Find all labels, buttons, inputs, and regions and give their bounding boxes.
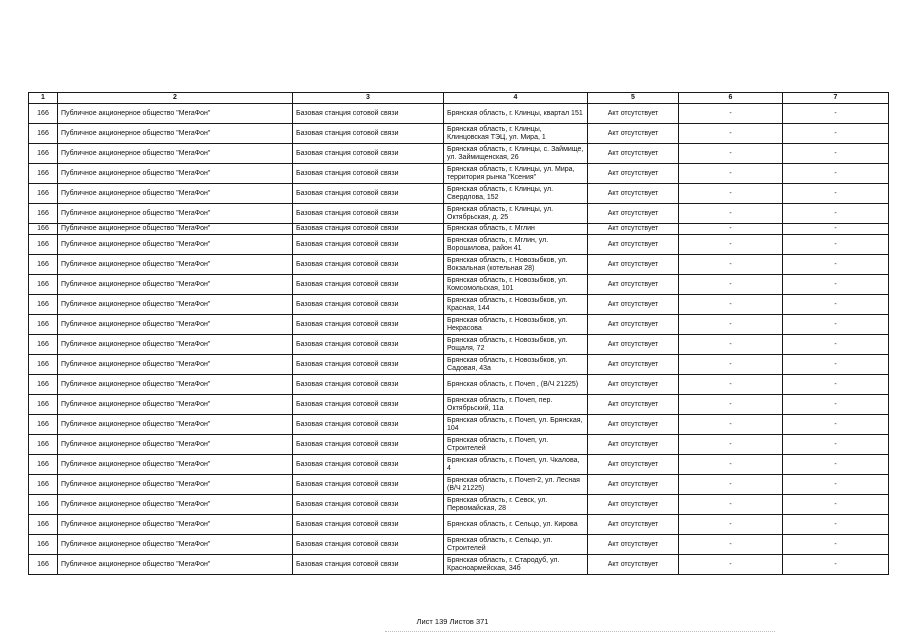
table-row <box>29 495 889 515</box>
address-cell: Брянская область, г. Почеп, пер. Октябрьский, 11а <box>444 395 588 415</box>
row-number: 166 <box>29 144 58 164</box>
address-cell: Брянская область, г. Клинцы, ул. Свердлова, 152 <box>444 184 588 204</box>
row-number: 166 <box>29 124 58 144</box>
object-type-cell: Базовая станция сотовой связи <box>293 375 444 395</box>
table-row <box>29 315 889 335</box>
table-row <box>29 224 889 235</box>
column-6-cell: - <box>679 515 783 535</box>
act-status-cell: Акт отсутствует <box>588 224 679 235</box>
column-7-cell: - <box>783 475 889 495</box>
column-7-cell: - <box>783 435 889 455</box>
column-6-cell: - <box>679 235 783 255</box>
address-cell: Брянская область, г. Клинцы, ул. Мира, территория рынка "Ксения" <box>444 164 588 184</box>
column-header: 5 <box>588 93 679 104</box>
act-status-cell: Акт отсутствует <box>588 104 679 124</box>
object-type-cell: Базовая станция сотовой связи <box>293 475 444 495</box>
table-row <box>29 184 889 204</box>
column-7-cell: - <box>783 275 889 295</box>
address-cell: Брянская область, г. Новозыбков, ул. Садовая, 43а <box>444 355 588 375</box>
column-6-cell: - <box>679 315 783 335</box>
object-type-cell: Базовая станция сотовой связи <box>293 255 444 275</box>
address-cell: Брянская область, г. Новозыбков, ул. Рощаля, 72 <box>444 335 588 355</box>
owner-cell: Публичное акционерное общество "МегаФон" <box>58 375 293 395</box>
owner-cell: Публичное акционерное общество "МегаФон" <box>58 104 293 124</box>
act-status-cell: Акт отсутствует <box>588 535 679 555</box>
address-cell: Брянская область, г. Сельцо, ул. Строителей <box>444 535 588 555</box>
column-6-cell: - <box>679 335 783 355</box>
header-row <box>29 93 889 104</box>
act-status-cell: Акт отсутствует <box>588 415 679 435</box>
table-row <box>29 144 889 164</box>
sheet-number: Лист 139 Листов 371 <box>416 617 489 626</box>
owner-cell: Публичное акционерное общество "МегаФон" <box>58 144 293 164</box>
object-type-cell: Базовая станция сотовой связи <box>293 104 444 124</box>
address-cell: Брянская область, г. Клинцы, с. Займище, ул. Займищенская, 26 <box>444 144 588 164</box>
act-status-cell: Акт отсутствует <box>588 315 679 335</box>
object-type-cell: Базовая станция сотовой связи <box>293 235 444 255</box>
column-7-cell: - <box>783 375 889 395</box>
table-row <box>29 235 889 255</box>
owner-cell: Публичное акционерное общество "МегаФон" <box>58 255 293 275</box>
owner-cell: Публичное акционерное общество "МегаФон" <box>58 475 293 495</box>
column-7-cell: - <box>783 335 889 355</box>
row-number: 166 <box>29 235 58 255</box>
column-7-cell: - <box>783 124 889 144</box>
act-status-cell: Акт отсутствует <box>588 204 679 224</box>
object-type-cell: Базовая станция сотовой связи <box>293 355 444 375</box>
table-row <box>29 295 889 315</box>
owner-cell: Публичное акционерное общество "МегаФон" <box>58 204 293 224</box>
owner-cell: Публичное акционерное общество "МегаФон" <box>58 235 293 255</box>
row-number: 166 <box>29 275 58 295</box>
address-cell: Брянская область, г. Севск, ул. Первомайская, 28 <box>444 495 588 515</box>
column-header: 4 <box>444 93 588 104</box>
address-cell: Брянская область, г. Новозыбков, ул. Красная, 144 <box>444 295 588 315</box>
column-7-cell: - <box>783 224 889 235</box>
owner-cell: Публичное акционерное общество "МегаФон" <box>58 164 293 184</box>
address-cell: Брянская область, г. Мглин <box>444 224 588 235</box>
column-7-cell: - <box>783 204 889 224</box>
object-type-cell: Базовая станция сотовой связи <box>293 435 444 455</box>
column-6-cell: - <box>679 395 783 415</box>
table-row <box>29 395 889 415</box>
row-number: 166 <box>29 475 58 495</box>
address-cell: Брянская область, г. Почеп, ул. Брянская, 104 <box>444 415 588 435</box>
address-cell: Брянская область, г. Почеп-2, ул. Лесная (В/Ч 21225) <box>444 475 588 495</box>
table-row <box>29 164 889 184</box>
address-cell: Брянская область, г. Почеп, ул. Строителей <box>444 435 588 455</box>
object-type-cell: Базовая станция сотовой связи <box>293 335 444 355</box>
act-status-cell: Акт отсутствует <box>588 295 679 315</box>
address-cell: Брянская область, г. Клинцы, квартал 151 <box>444 104 588 124</box>
owner-cell: Публичное акционерное общество "МегаФон" <box>58 275 293 295</box>
act-status-cell: Акт отсутствует <box>588 275 679 295</box>
column-7-cell: - <box>783 455 889 475</box>
column-7-cell: - <box>783 395 889 415</box>
column-6-cell: - <box>679 415 783 435</box>
table-row <box>29 275 889 295</box>
row-number: 166 <box>29 315 58 335</box>
table-row <box>29 355 889 375</box>
table-row <box>29 555 889 575</box>
column-7-cell: - <box>783 295 889 315</box>
row-number: 166 <box>29 375 58 395</box>
column-6-cell: - <box>679 475 783 495</box>
column-6-cell: - <box>679 555 783 575</box>
object-type-cell: Базовая станция сотовой связи <box>293 415 444 435</box>
address-cell: Брянская область, г. Новозыбков, ул. Некрасова <box>444 315 588 335</box>
object-type-cell: Базовая станция сотовой связи <box>293 144 444 164</box>
column-6-cell: - <box>679 224 783 235</box>
owner-cell: Публичное акционерное общество "МегаФон" <box>58 184 293 204</box>
row-number: 166 <box>29 295 58 315</box>
address-cell: Брянская область, г. Сельцо, ул. Кирова <box>444 515 588 535</box>
owner-cell: Публичное акционерное общество "МегаФон" <box>58 224 293 235</box>
object-type-cell: Базовая станция сотовой связи <box>293 164 444 184</box>
address-cell: Брянская область, г. Мглин, ул. Ворошилова, район 41 <box>444 235 588 255</box>
object-type-cell: Базовая станция сотовой связи <box>293 224 444 235</box>
column-7-cell: - <box>783 255 889 275</box>
row-number: 166 <box>29 255 58 275</box>
table-row <box>29 475 889 495</box>
row-number: 166 <box>29 515 58 535</box>
column-7-cell: - <box>783 164 889 184</box>
owner-cell: Публичное акционерное общество "МегаФон" <box>58 435 293 455</box>
table-row <box>29 435 889 455</box>
table-row <box>29 124 889 144</box>
owner-cell: Публичное акционерное общество "МегаФон" <box>58 295 293 315</box>
table-row <box>29 515 889 535</box>
owner-cell: Публичное акционерное общество "МегаФон" <box>58 455 293 475</box>
table-row <box>29 375 889 395</box>
owner-cell: Публичное акционерное общество "МегаФон" <box>58 535 293 555</box>
object-type-cell: Базовая станция сотовой связи <box>293 395 444 415</box>
row-number: 166 <box>29 495 58 515</box>
object-type-cell: Базовая станция сотовой связи <box>293 495 444 515</box>
table-row <box>29 535 889 555</box>
owner-cell: Публичное акционерное общество "МегаФон" <box>58 515 293 535</box>
column-6-cell: - <box>679 495 783 515</box>
address-cell: Брянская область, г. Стародуб, ул. Красноармейская, 34б <box>444 555 588 575</box>
act-status-cell: Акт отсутствует <box>588 255 679 275</box>
act-status-cell: Акт отсутствует <box>588 144 679 164</box>
column-7-cell: - <box>783 415 889 435</box>
owner-cell: Публичное акционерное общество "МегаФон" <box>58 555 293 575</box>
owner-cell: Публичное акционерное общество "МегаФон" <box>58 335 293 355</box>
table-body <box>29 104 889 575</box>
register-table <box>28 92 889 575</box>
act-status-cell: Акт отсутствует <box>588 475 679 495</box>
act-status-cell: Акт отсутствует <box>588 495 679 515</box>
row-number: 166 <box>29 335 58 355</box>
column-header: 1 <box>29 93 58 104</box>
column-6-cell: - <box>679 455 783 475</box>
table-row <box>29 415 889 435</box>
row-number: 166 <box>29 184 58 204</box>
column-header: 3 <box>293 93 444 104</box>
object-type-cell: Базовая станция сотовой связи <box>293 315 444 335</box>
act-status-cell: Акт отсутствует <box>588 375 679 395</box>
column-7-cell: - <box>783 144 889 164</box>
object-type-cell: Базовая станция сотовой связи <box>293 275 444 295</box>
column-6-cell: - <box>679 164 783 184</box>
row-number: 166 <box>29 395 58 415</box>
act-status-cell: Акт отсутствует <box>588 455 679 475</box>
column-6-cell: - <box>679 124 783 144</box>
owner-cell: Публичное акционерное общество "МегаФон" <box>58 124 293 144</box>
scan-artifact-line <box>385 631 775 633</box>
column-7-cell: - <box>783 235 889 255</box>
row-number: 166 <box>29 224 58 235</box>
row-number: 166 <box>29 455 58 475</box>
column-7-cell: - <box>783 535 889 555</box>
column-6-cell: - <box>679 255 783 275</box>
column-7-cell: - <box>783 104 889 124</box>
row-number: 166 <box>29 204 58 224</box>
act-status-cell: Акт отсутствует <box>588 395 679 415</box>
object-type-cell: Базовая станция сотовой связи <box>293 204 444 224</box>
column-7-cell: - <box>783 184 889 204</box>
act-status-cell: Акт отсутствует <box>588 515 679 535</box>
column-6-cell: - <box>679 375 783 395</box>
object-type-cell: Базовая станция сотовой связи <box>293 535 444 555</box>
act-status-cell: Акт отсутствует <box>588 335 679 355</box>
column-6-cell: - <box>679 104 783 124</box>
owner-cell: Публичное акционерное общество "МегаФон" <box>58 415 293 435</box>
address-cell: Брянская область, г. Клинцы, Клинцовская ТЭЦ, ул. Мира, 1 <box>444 124 588 144</box>
owner-cell: Публичное акционерное общество "МегаФон" <box>58 495 293 515</box>
act-status-cell: Акт отсутствует <box>588 355 679 375</box>
column-7-cell: - <box>783 495 889 515</box>
column-header: 7 <box>783 93 889 104</box>
table-row <box>29 104 889 124</box>
owner-cell: Публичное акционерное общество "МегаФон" <box>58 315 293 335</box>
owner-cell: Публичное акционерное общество "МегаФон" <box>58 355 293 375</box>
table-row <box>29 335 889 355</box>
address-cell: Брянская область, г. Новозыбков, ул. Комсомольская, 101 <box>444 275 588 295</box>
object-type-cell: Базовая станция сотовой связи <box>293 124 444 144</box>
object-type-cell: Базовая станция сотовой связи <box>293 184 444 204</box>
act-status-cell: Акт отсутствует <box>588 235 679 255</box>
column-6-cell: - <box>679 204 783 224</box>
address-cell: Брянская область, г. Новозыбков, ул. Вокзальная (котельная 28) <box>444 255 588 275</box>
column-header: 2 <box>58 93 293 104</box>
column-6-cell: - <box>679 295 783 315</box>
table-row <box>29 204 889 224</box>
column-6-cell: - <box>679 435 783 455</box>
row-number: 166 <box>29 415 58 435</box>
column-7-cell: - <box>783 315 889 335</box>
row-number: 166 <box>29 355 58 375</box>
column-header: 6 <box>679 93 783 104</box>
act-status-cell: Акт отсутствует <box>588 435 679 455</box>
table-row <box>29 255 889 275</box>
column-6-cell: - <box>679 535 783 555</box>
address-cell: Брянская область, г. Клинцы, ул. Октябрьская, д. 25 <box>444 204 588 224</box>
register-sheet <box>28 92 888 575</box>
row-number: 166 <box>29 164 58 184</box>
column-6-cell: - <box>679 355 783 375</box>
table-row <box>29 455 889 475</box>
column-7-cell: - <box>783 355 889 375</box>
object-type-cell: Базовая станция сотовой связи <box>293 515 444 535</box>
column-6-cell: - <box>679 144 783 164</box>
object-type-cell: Базовая станция сотовой связи <box>293 295 444 315</box>
row-number: 166 <box>29 535 58 555</box>
act-status-cell: Акт отсутствует <box>588 164 679 184</box>
row-number: 166 <box>29 104 58 124</box>
address-cell: Брянская область, г. Почеп , (В/Ч 21225) <box>444 375 588 395</box>
column-7-cell: - <box>783 515 889 535</box>
object-type-cell: Базовая станция сотовой связи <box>293 555 444 575</box>
owner-cell: Публичное акционерное общество "МегаФон" <box>58 395 293 415</box>
column-7-cell: - <box>783 555 889 575</box>
object-type-cell: Базовая станция сотовой связи <box>293 455 444 475</box>
act-status-cell: Акт отсутствует <box>588 184 679 204</box>
row-number: 166 <box>29 435 58 455</box>
act-status-cell: Акт отсутствует <box>588 124 679 144</box>
act-status-cell: Акт отсутствует <box>588 555 679 575</box>
address-cell: Брянская область, г. Почеп, ул. Чкалова, 4 <box>444 455 588 475</box>
column-6-cell: - <box>679 275 783 295</box>
column-6-cell: - <box>679 184 783 204</box>
row-number: 166 <box>29 555 58 575</box>
